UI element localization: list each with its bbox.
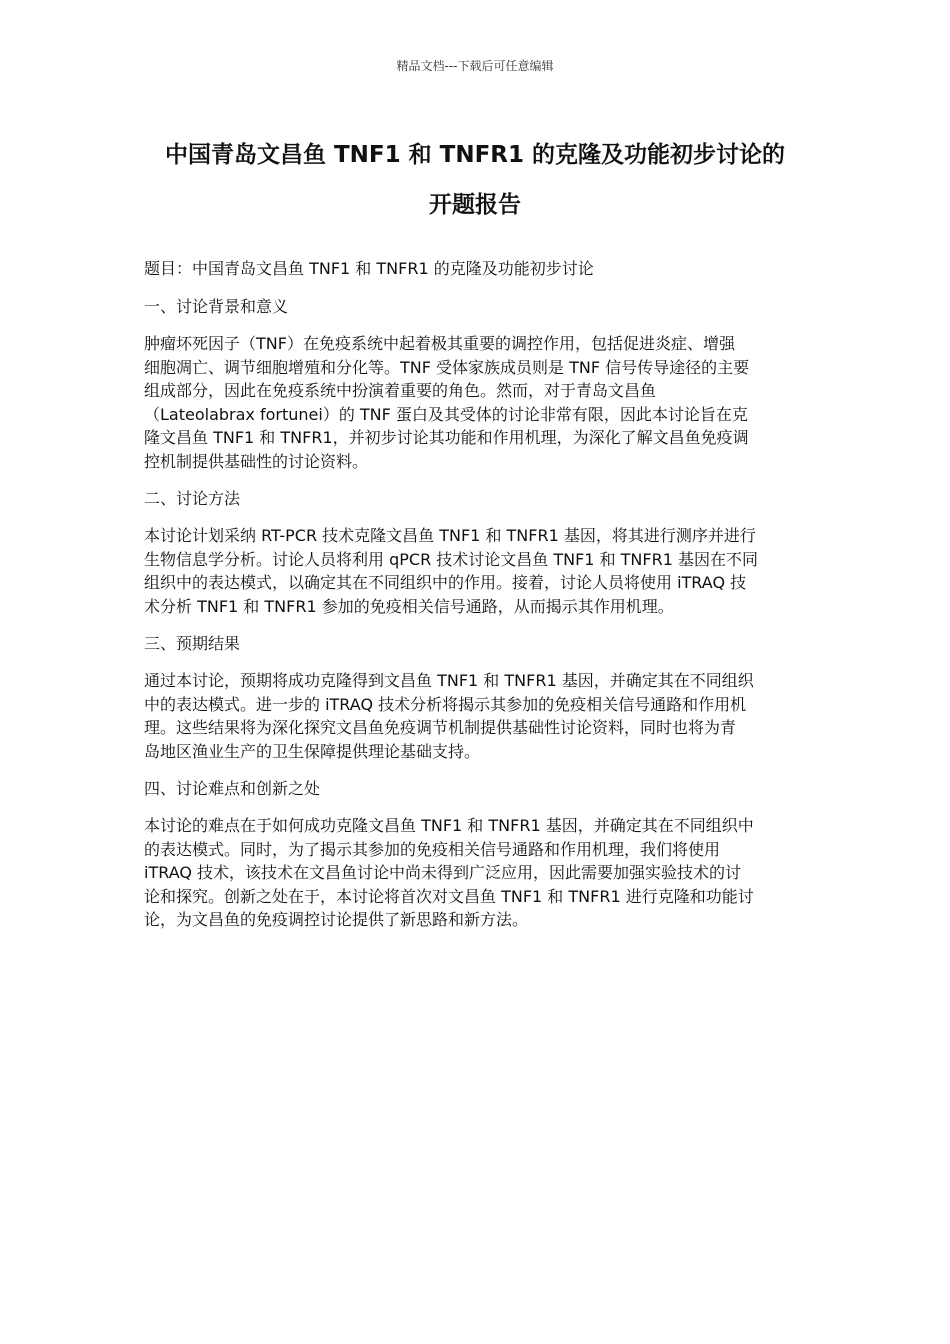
paragraph-line: 本讨论计划采纳 RT-PCR 技术克隆文昌鱼 TNF1 和 TNFR1 基因，将其进行测序并进行 — [144, 526, 756, 545]
section-heading-results: 三、预期结果 — [144, 634, 241, 653]
paragraph-line: 控机制提供基础性的讨论资料。 — [144, 451, 369, 471]
section-paragraph-results — [144, 669, 808, 763]
title-line-1: 中国青岛文昌鱼 TNF1 和 TNFR1 的克隆及功能初步讨论的 — [164, 142, 786, 168]
document-title — [130, 130, 820, 230]
paragraph-line: 论和探究。创新之处在于，本讨论将首次对文昌鱼 TNF1 和 TNFR1 进行克隆和功能讨 — [144, 886, 754, 906]
paragraph-line: 本讨论的难点在于如何成功克隆文昌鱼 TNF1 和 TNFR1 基因，并确定其在不同组织中 — [144, 816, 754, 835]
section-heading-innovation: 四、讨论难点和创新之处 — [144, 779, 321, 798]
paragraph-line: 岛地区渔业生产的卫生保障提供理论基础支持。 — [144, 741, 481, 761]
paragraph-line: 中的表达模式。进一步的 iTRAQ 技术分析将揭示其参加的免疫相关信号通路和作用机 — [144, 694, 747, 714]
paragraph-line: 生物信息学分析。讨论人员将利用 qPCR 技术讨论文昌鱼 TNF1 和 TNFR1 基因在不同 — [144, 549, 758, 569]
header-note: 精品文档---下载后可任意编辑 — [396, 59, 554, 73]
title-line-2: 开题报告 — [429, 192, 521, 218]
section-paragraph-innovation — [144, 814, 808, 932]
paragraph-line: 肿瘤坏死因子（TNF）在免疫系统中起着极其重要的调控作用，包括促进炎症、增强 — [144, 334, 735, 353]
paragraph-line: 理。这些结果将为深化探究文昌鱼免疫调节机制提供基础性讨论资料，同时也将为青 — [144, 718, 737, 737]
paragraph-line: 组成部分，因此在免疫系统中扮演着重要的角色。然而，对于青岛文昌鱼 — [144, 381, 657, 400]
paragraph-line: 隆文昌鱼 TNF1 和 TNFR1，并初步讨论其功能和作用机理，为深化了解文昌鱼免疫调 — [144, 428, 749, 447]
section-paragraph-methods — [144, 524, 808, 618]
subject-line: 题目：中国青岛文昌鱼 TNF1 和 TNFR1 的克隆及功能初步讨论 — [144, 259, 594, 278]
section-paragraph-background — [144, 332, 808, 473]
paragraph-line: 术分析 TNF1 和 TNFR1 参加的免疫相关信号通路，从而揭示其作用机理。 — [144, 596, 674, 616]
paragraph-line: 论，为文昌鱼的免疫调控讨论提供了新思路和新方法。 — [144, 910, 529, 929]
paragraph-line: （Lateolabrax fortunei）的 TNF 蛋白及其受体的讨论非常有限，因此本讨论旨在克 — [144, 404, 748, 424]
paragraph-line: 通过本讨论，预期将成功克隆得到文昌鱼 TNF1 和 TNFR1 基因，并确定其在不同组织 — [144, 671, 754, 690]
paragraph-line: 组织中的表达模式，以确定其在不同组织中的作用。接着，讨论人员将使用 iTRAQ 技 — [144, 573, 747, 592]
section-heading-background: 一、讨论背景和意义 — [144, 297, 289, 316]
document-body — [144, 256, 808, 945]
paragraph-line: 细胞凋亡、调节细胞增殖和分化等。TNF 受体家族成员则是 TNF 信号传导途径的主要 — [144, 357, 750, 377]
paragraph-line: iTRAQ 技术，该技术在文昌鱼讨论中尚未得到广泛应用，因此需要加强实验技术的讨 — [144, 863, 742, 882]
section-heading-methods: 二、讨论方法 — [144, 489, 241, 508]
paragraph-line: 的表达模式。同时，为了揭示其参加的免疫相关信号通路和作用机理，我们将使用 — [144, 839, 721, 859]
